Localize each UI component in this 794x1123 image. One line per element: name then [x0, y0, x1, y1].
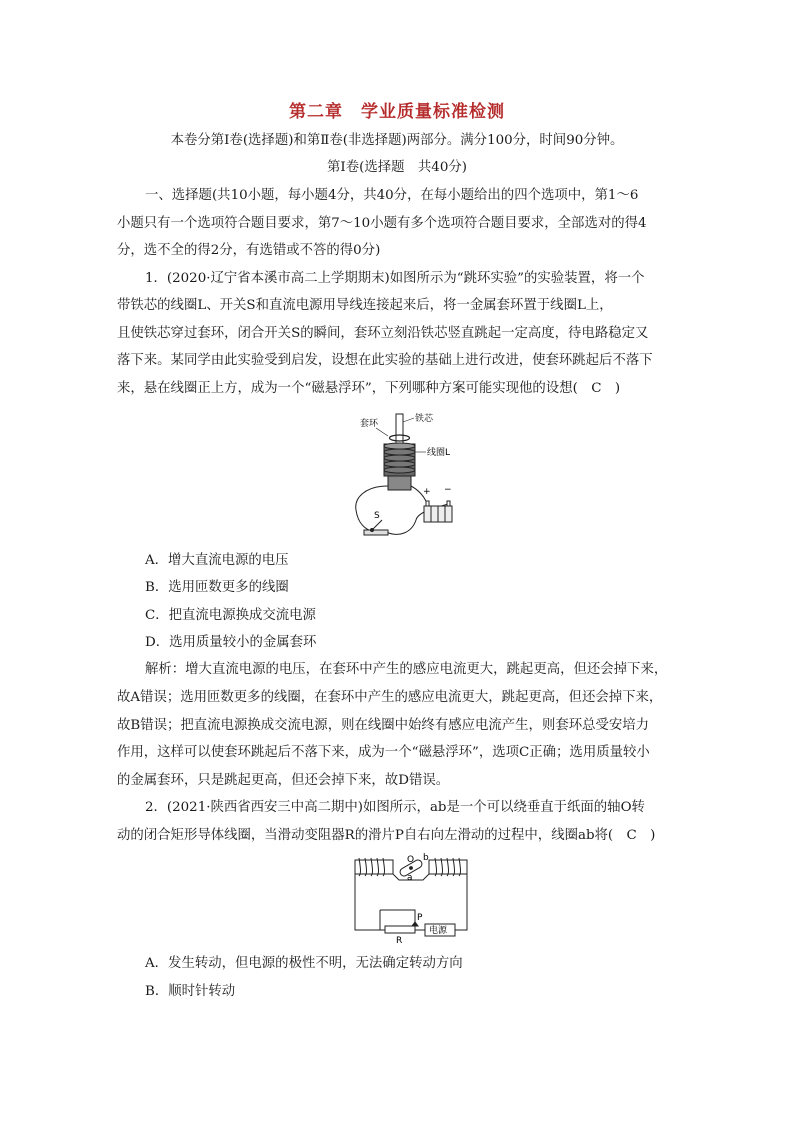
q1-analysis-line: 作用，这样可以使套环跳起后不落下来，成为一个“磁悬浮环”，选项C正确；选用质量较小 [117, 745, 650, 760]
plus-label: + [423, 487, 431, 497]
section-instruction-line: 一、选择题(共10小题，每小题4分，共40分，在每小题给出的四个选项中，第1～6 [145, 188, 639, 203]
q1-option-d: D．选用质量较小的金属套环 [145, 635, 317, 650]
part1-heading: 第Ⅰ卷(选择题 共40分) [327, 160, 467, 175]
coil-label: 线圈L [427, 448, 451, 458]
switch-label: S [374, 511, 380, 521]
q2-stem-line: 动的闭合矩形导体线圈，当滑动变阻器R的滑片P自右向左滑动的过程中，线圈ab将( C ) [117, 828, 656, 843]
coil-b-label: b [423, 853, 429, 863]
q1-analysis-line: 故B错误；把直流电源换成交流电源，则在线圈中始终有感应电流产生，则套环总受安培力 [117, 718, 650, 733]
ring-label: 套环 [360, 419, 379, 429]
q1-stem-line: 带铁芯的线圈L、开关S和直流电源用导线连接起来后，将一金属套环置于线圈L上， [117, 298, 613, 313]
core-label: 铁芯 [415, 414, 434, 424]
q1-analysis-line: 故A错误；选用匝数更多的线圈，在套环中产生的感应电流更大，跳起更高，但还会掉下来， [117, 690, 663, 705]
q1-stem-line: 来，悬在线圈正上方，成为一个“磁悬浮环”，下列哪种方案可能实现他的设想( C ) [117, 381, 621, 396]
q1-analysis-line: 的金属套环，只是跳起更高，但还会掉下来，故D错误。 [117, 773, 450, 788]
rheostat-r-label: R [396, 936, 403, 945]
q1-option-c: C．把直流电源换成交流电源 [145, 608, 316, 623]
q1-stem-line: 落下来。某同学由此实验受到启发，设想在此实验的基础上进行改进，使套环跳起后不落下 [117, 353, 653, 368]
slider-p-label: P [417, 913, 423, 923]
q1-stem-line: 1．(2020·辽宁省本溪市高二上学期期末)如图所示为“跳环实验”的实验装置，将一个 [145, 271, 645, 286]
q1-stem-line: 且使铁芯穿过套环，闭合开关S的瞬间，套环立刻沿铁芯竖直跳起一定高度，待电路稳定又 [117, 326, 649, 341]
power-source-label: 电源 [429, 926, 448, 936]
page-title: 第二章 学业质量标准检测 [289, 102, 505, 122]
section-instruction-line: 分，选不全的得2分，有选错或不答的得0分) [117, 243, 381, 258]
q1-option-b: B．选用匝数更多的线圈 [145, 580, 289, 595]
q2-option-a: A．发生转动，但电源的极性不明，无法确定转动方向 [145, 956, 463, 971]
exam-intro: 本卷分第Ⅰ卷(选择题)和第Ⅱ卷(非选择题)两部分。满分100分，时间90分钟。 [170, 133, 624, 148]
axis-o-label: O [407, 855, 415, 865]
coil-a-label: a [407, 873, 413, 883]
q1-option-a: A．增大直流电源的电压 [145, 553, 289, 568]
rotating-coil-figure [345, 850, 475, 945]
q1-analysis-line: 解析：增大直流电源的电压，在套环中产生的感应电流更大，跳起更高，但还会掉下来， [145, 662, 668, 677]
section-instruction-line: 小题只有一个选项符合题目要求，第7～10小题有多个选项符合题目要求，全部选对的得4 [117, 216, 647, 231]
minus-label: − [444, 485, 452, 495]
q2-option-b: B．顺时针转动 [145, 984, 236, 999]
q2-stem-line: 2．(2021·陕西省西安三中高二期中)如图所示，ab是一个可以绕垂直于纸面的轴O转 [145, 800, 645, 815]
jumping-ring-figure [340, 408, 470, 543]
